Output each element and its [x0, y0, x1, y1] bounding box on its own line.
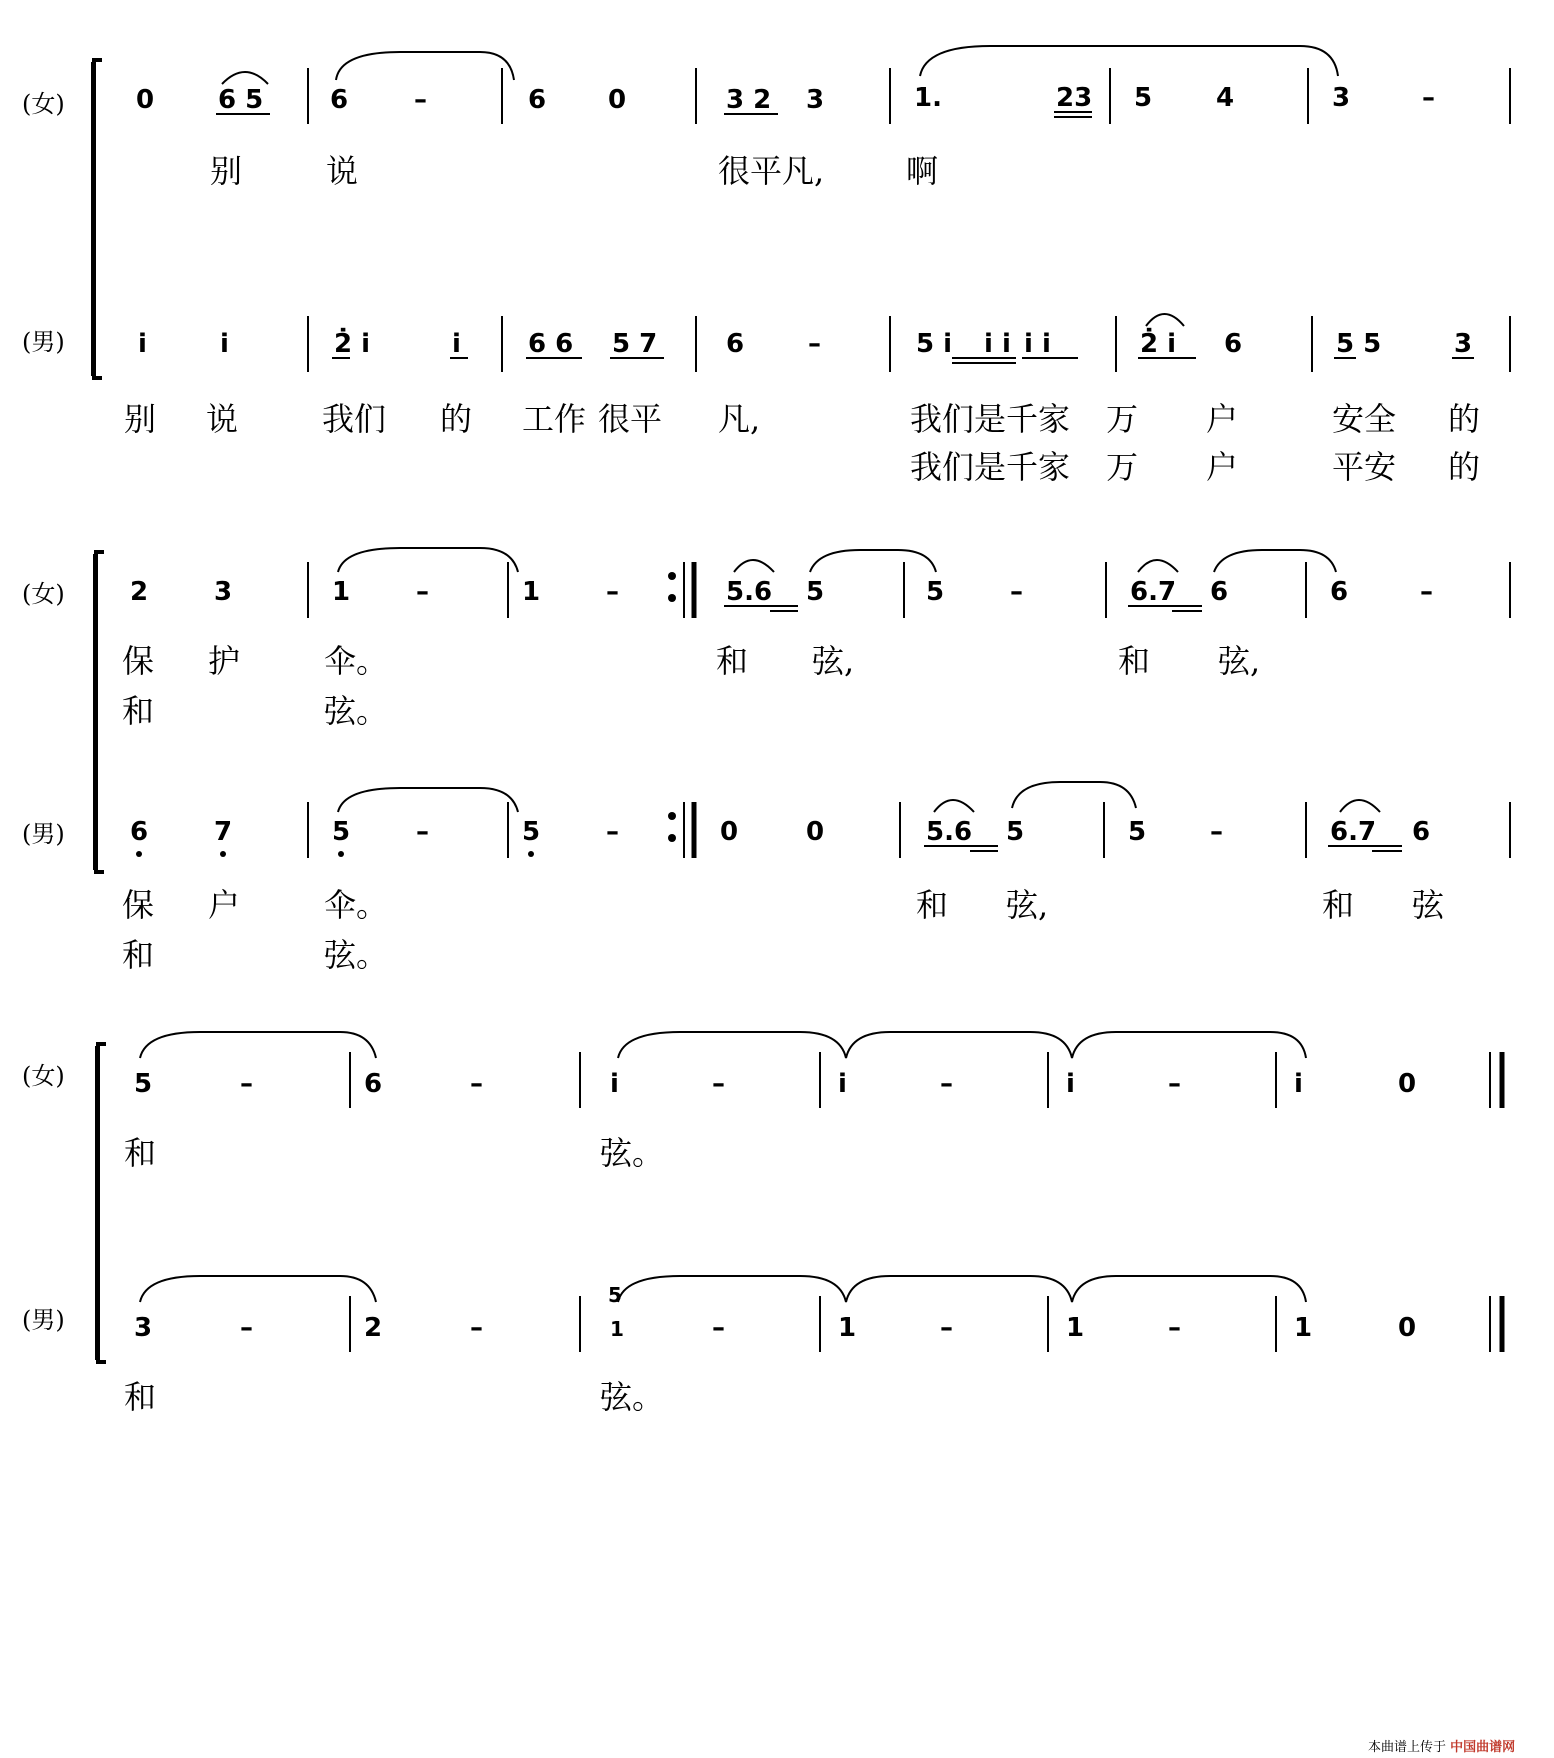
note: – [606, 577, 619, 607]
note: i [838, 1069, 847, 1099]
slur [1138, 560, 1178, 572]
lyric: 万 [1106, 400, 1139, 438]
bracket [94, 60, 102, 378]
note: i [610, 1069, 619, 1099]
lyric: 别 [124, 400, 157, 438]
note: – [416, 817, 429, 847]
note: 6 6 [528, 329, 574, 359]
note: 6 [528, 85, 547, 115]
chord-note-lower: 1 [610, 1317, 624, 1341]
female-lyrics [124, 1134, 664, 1172]
lyric: 安全 [1332, 400, 1397, 438]
note: 3 [1332, 83, 1351, 113]
note: 5.6 [726, 577, 773, 607]
lyric: 说 [206, 400, 239, 438]
note: 5 [1128, 817, 1147, 847]
note: i [1066, 1069, 1075, 1099]
lyric: 保 [122, 642, 155, 680]
note: 5 [134, 1069, 153, 1099]
slur [920, 46, 1338, 76]
tie [338, 548, 518, 572]
note: – [606, 817, 619, 847]
lyric: 工作 [522, 400, 587, 438]
tie [618, 1276, 1306, 1302]
slur [734, 560, 774, 572]
note: 7 [214, 817, 233, 847]
slur [934, 800, 974, 812]
note: i [452, 329, 461, 359]
female-lyrics [210, 152, 938, 190]
note: 0 [608, 85, 627, 115]
note: 0 [136, 85, 155, 115]
male-lyrics [124, 400, 1480, 486]
lyric: 很平 [598, 400, 663, 438]
lyric: 平安 [1332, 448, 1397, 486]
tie [1012, 782, 1136, 808]
lyric: 的 [1448, 400, 1481, 438]
lyric: 伞。 [324, 642, 389, 680]
part-label-male: (男) [22, 820, 65, 848]
female-notes [134, 1032, 1502, 1108]
lyric: 弦, [1006, 886, 1049, 924]
lyric: 伞。 [324, 886, 389, 924]
note: – [240, 1313, 253, 1343]
note: 6 [364, 1069, 383, 1099]
lyric: 弦 [1412, 886, 1445, 924]
lyric: 户 [208, 886, 241, 924]
lyric: 保 [122, 886, 155, 924]
note: 3 [134, 1313, 153, 1343]
slur [1146, 314, 1184, 326]
system-3 [22, 1032, 1502, 1416]
chord-note-upper: 5 [608, 1283, 622, 1307]
note: – [1168, 1313, 1181, 1343]
slur [1340, 800, 1380, 812]
bracket [96, 552, 104, 872]
note: 0 [806, 817, 825, 847]
note: 5 [1134, 83, 1153, 113]
male-lyrics [122, 886, 1445, 974]
tie [810, 550, 936, 572]
note: 5 [806, 577, 825, 607]
note: 6.7 [1130, 577, 1177, 607]
lyric: 啊 [906, 152, 939, 190]
note: – [940, 1069, 953, 1099]
male-notes [130, 782, 1510, 858]
lyric: 户 [1206, 400, 1239, 438]
note: i [138, 329, 147, 359]
note: – [1168, 1069, 1181, 1099]
lyric: 很平凡, [718, 152, 825, 190]
note: – [1422, 83, 1435, 113]
lyric: 我们是千家 [910, 400, 1071, 438]
slur [222, 72, 268, 84]
system-1 [22, 46, 1510, 486]
lyric: 弦, [812, 642, 855, 680]
note: 1 [1066, 1313, 1085, 1343]
note: 5 i [916, 329, 953, 359]
lyric: 和 [122, 936, 155, 974]
lyric: 我们是千家 [910, 448, 1071, 486]
note: 1 [1294, 1313, 1313, 1343]
note: 3 [806, 85, 825, 115]
note: 5 [332, 817, 351, 847]
upload-credit-text: 本曲谱上传于 [1368, 1740, 1447, 1755]
lyric: 和 [716, 642, 749, 680]
lyric: 我们 [322, 400, 387, 438]
note: 3 2 [726, 85, 772, 115]
note: 6 [1330, 577, 1349, 607]
note: 1. [914, 83, 942, 113]
note: 6.7 [1330, 817, 1377, 847]
note: 0 [1398, 1069, 1417, 1099]
note: 6 [726, 329, 745, 359]
note: 2̇ i [334, 329, 371, 359]
note: 2 [130, 577, 149, 607]
note: – [470, 1069, 483, 1099]
note: 6 [330, 85, 349, 115]
note: 2̇ i [1140, 329, 1177, 359]
female-notes [136, 46, 1510, 124]
part-label-female: (女) [22, 1062, 65, 1090]
note: – [470, 1313, 483, 1343]
note: 5 5 [1336, 329, 1382, 359]
note: 6 5 [218, 85, 264, 115]
female-lyrics [122, 642, 1260, 730]
male-notes [138, 314, 1510, 372]
tie [140, 1276, 376, 1302]
lyric: 弦, [1218, 642, 1261, 680]
note: i i [984, 329, 1011, 359]
note: 5 7 [612, 329, 658, 359]
part-label-male: (男) [22, 328, 65, 356]
site-logo-text[interactable]: 中国曲谱网 [1450, 1740, 1516, 1755]
part-label-male: (男) [22, 1306, 65, 1334]
female-notes [130, 548, 1510, 618]
tie [1214, 550, 1336, 572]
part-label-female: (女) [22, 580, 65, 608]
tie [140, 1032, 376, 1058]
note: 6 [1224, 329, 1243, 359]
note: 6 [1412, 817, 1431, 847]
lyric: 和 [1322, 886, 1355, 924]
male-notes [134, 1276, 1502, 1352]
lyric: 别 [210, 152, 243, 190]
note: 5 [1006, 817, 1025, 847]
note: – [414, 85, 427, 115]
note: 2 [364, 1313, 383, 1343]
note: 0 [1398, 1313, 1417, 1343]
note: – [712, 1313, 725, 1343]
lyric: 的 [1448, 448, 1481, 486]
lyric: 弦。 [600, 1378, 665, 1416]
note: 4 [1216, 83, 1235, 113]
note: – [940, 1313, 953, 1343]
lyric: 凡, [718, 400, 761, 438]
lyric: 和 [1118, 642, 1151, 680]
lyric: 护 [208, 642, 241, 680]
note: – [240, 1069, 253, 1099]
note: 1 [522, 577, 541, 607]
system-2 [22, 548, 1510, 974]
note: 3 [1454, 329, 1473, 359]
note: – [1010, 577, 1023, 607]
note: – [1420, 577, 1433, 607]
note: 5.6 [926, 817, 973, 847]
lyric: 弦。 [324, 936, 389, 974]
lyric: 和 [124, 1378, 157, 1416]
note: 1 [332, 577, 351, 607]
note: – [808, 329, 821, 359]
tie [618, 1032, 1306, 1058]
note: i [220, 329, 229, 359]
lyric: 和 [916, 886, 949, 924]
note: – [712, 1069, 725, 1099]
male-lyrics [124, 1378, 664, 1416]
lyric: 说 [326, 152, 359, 190]
lyric: 和 [122, 692, 155, 730]
lyric: 的 [440, 400, 473, 438]
tie [336, 52, 514, 80]
note: i i [1024, 329, 1051, 359]
note: 1 [838, 1313, 857, 1343]
part-label-female: (女) [22, 90, 65, 118]
note: 0 [720, 817, 739, 847]
tie [338, 788, 518, 812]
note: 6 [1210, 577, 1229, 607]
note: 5 [522, 817, 541, 847]
lyric: 弦。 [600, 1134, 665, 1172]
upload-credit [1368, 1736, 1515, 1755]
bracket [98, 1044, 106, 1362]
note: 3 [214, 577, 233, 607]
note: i [1294, 1069, 1303, 1099]
note: 5 [926, 577, 945, 607]
note: 23 [1056, 83, 1093, 113]
lyric: 弦。 [324, 692, 389, 730]
lyric: 和 [124, 1134, 157, 1172]
note: – [416, 577, 429, 607]
note: – [1210, 817, 1223, 847]
note: 6 [130, 817, 149, 847]
lyric: 户 [1206, 448, 1239, 486]
lyric: 万 [1106, 448, 1139, 486]
